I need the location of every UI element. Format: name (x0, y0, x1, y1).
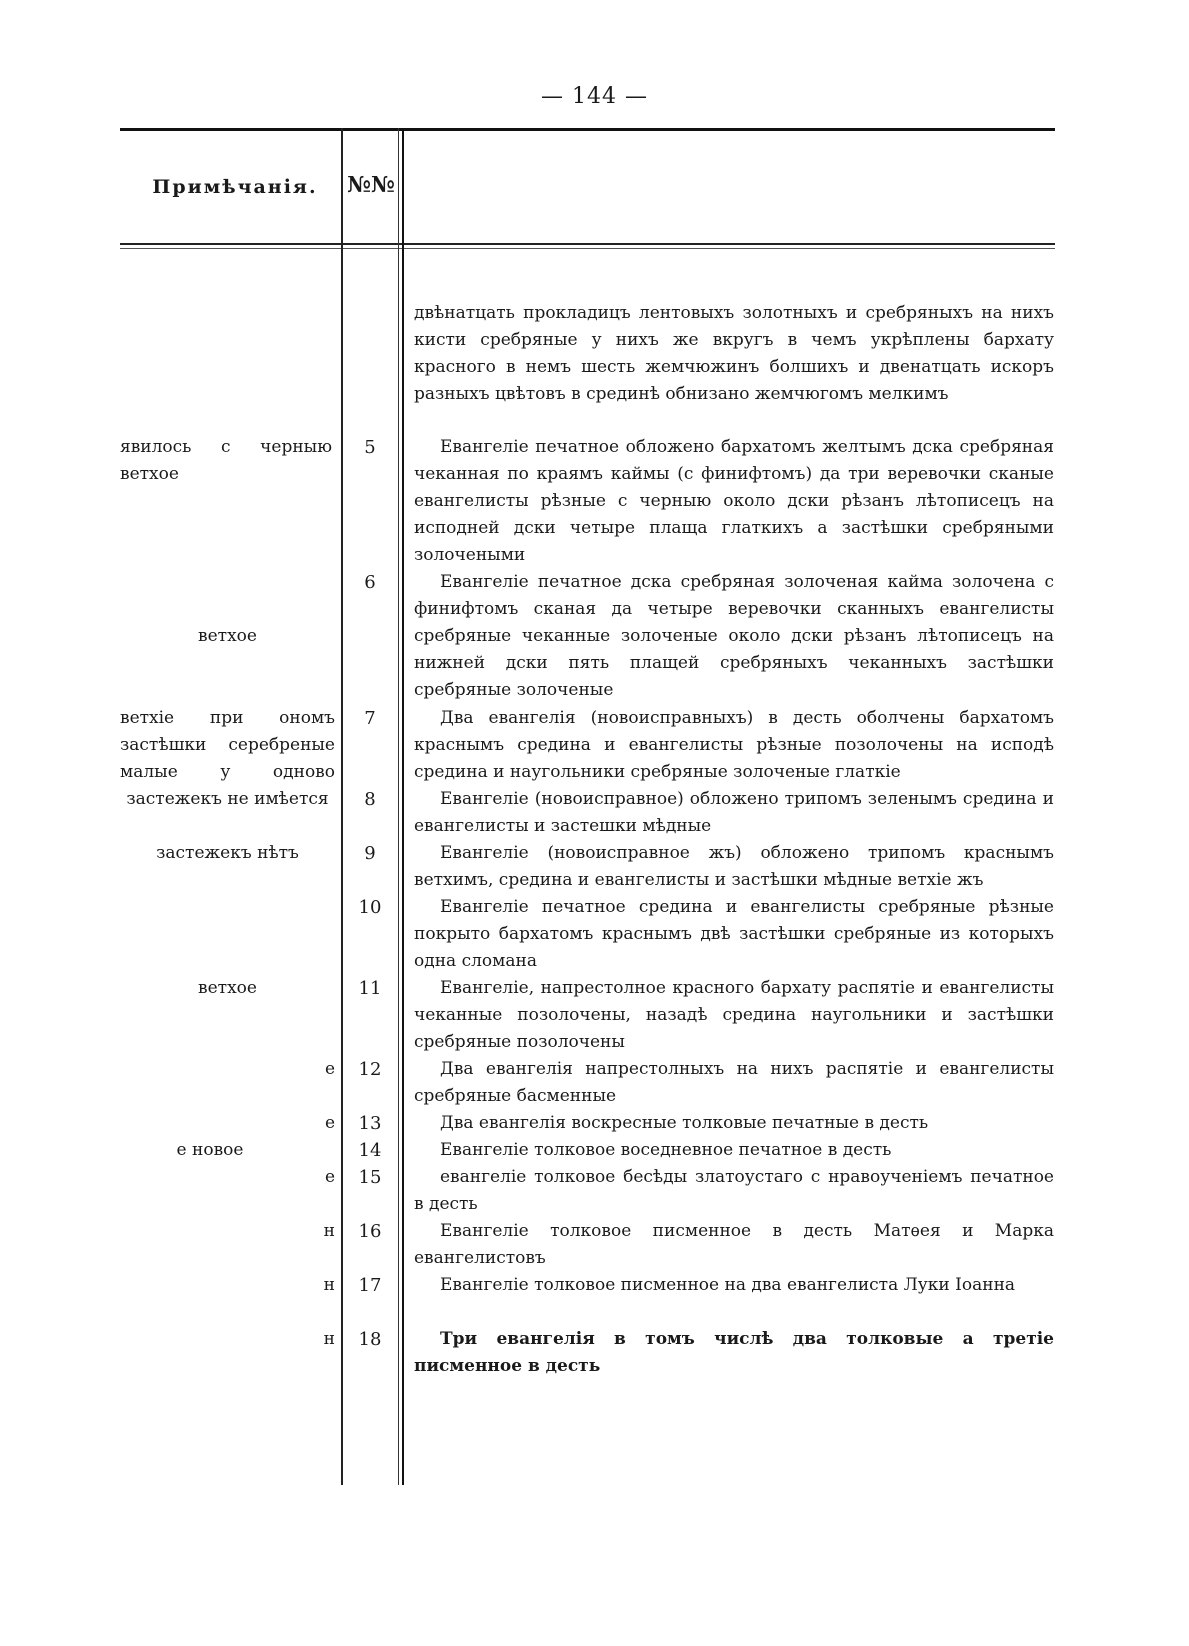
entry-note: е (324, 1167, 335, 1187)
entry-number: 16 (358, 1221, 382, 1242)
entry-note: ветхіе при ономъ застѣшки серебреные малые у одново застежекъ не имѣется (120, 708, 335, 809)
entry-note: е новое (176, 1140, 244, 1160)
entry-note: явилось с черныю ветхое (120, 437, 332, 484)
entry-text: Евангеліе (новоисправное жъ) обложено трипомъ краснымъ ветхимъ, средина и евангелисты и застѣшки мѣдные ветхіе жъ (414, 843, 1054, 890)
entry-text: Евангеліе (новоисправное) обложено трипомъ зеленымъ средина и евангелисты и застешки мѣдные (414, 789, 1054, 836)
entry-text: Евангеліе толковое писменное на два евангелиста Луки Іоанна (440, 1275, 1016, 1295)
entry-number: 8 (364, 789, 376, 810)
column-divider-notes (341, 128, 343, 1485)
entry-number: 10 (358, 897, 382, 918)
entry-note: н (323, 1275, 335, 1295)
column-divider-numbers-double (402, 128, 404, 1485)
entry-number: 15 (358, 1167, 382, 1188)
entry-text: Три евангелія в томъ числѣ два толковые а третіе писменное в десть (414, 1329, 1054, 1376)
entry-note: е (324, 1059, 335, 1079)
entry-note: е (324, 1113, 335, 1133)
page-number: — 144 — (541, 84, 648, 109)
entry-text: Два евангелія (новоисправныхъ) в десть оболчены бархатомъ краснымъ средина и евангелисты рѣзные позолочены на исподѣ средина и наугольники сребряные золоченые глаткіе (414, 708, 1054, 782)
entry-note: ветхое (198, 626, 257, 646)
entry-text: двѣнатцать прокладицъ лентовыхъ золотныхъ и сребряныхъ на нихъ кисти сребряные у нихъ же вкругъ в чемъ укрѣплены бархату красного в немъ шесть жемчюжинъ болшихъ и двенатцать искоръ разныхъ цвѣтовъ в срединѣ обнизано жемчюгомъ мелкимъ (414, 303, 1054, 404)
entry-text: Евангеліе печатное обложено бархатомъ желтымъ дска сребряная чеканная по краямъ каймы (с финифтомъ) да три веревочки сканые евангелисты рѣзные с черныю около дски рѣзанъ лѣтописецъ на исподней дски четыре плаща глаткихъ а застѣшки сребряными золочеными (414, 437, 1054, 565)
header-rule (120, 243, 1055, 245)
entry-number: 7 (364, 708, 376, 729)
entry-text: Евангеліе, напрестолное красного бархату распятіе и евангелисты чеканные позолочены, назадѣ средина наугольники и застѣшки сребряные позолочены (414, 978, 1054, 1052)
entry-note: н (323, 1221, 335, 1241)
entry-text: Евангеліе печатное дска сребряная золоченая кайма золочена с финифтомъ сканая да четыре веревочки сканныхъ евангелисты сребряные чеканные золоченые около дски рѣзанъ лѣтописецъ на нижней дски пять плащей сребряныхъ чеканныхъ застѣшки сребряные золоченые (414, 572, 1054, 700)
entry-note: застежекъ нѣтъ (156, 843, 299, 863)
entry-number: 13 (358, 1113, 382, 1134)
entry-number: 6 (364, 572, 376, 593)
entry-number: 17 (358, 1275, 382, 1296)
entry-number: 12 (358, 1059, 382, 1080)
entry-number: 9 (364, 843, 376, 864)
header-numbers: №№ (347, 172, 395, 198)
entry-text: Два евангелія напрестолныхъ на нихъ распятіе и евангелисты сребряные басменные (414, 1059, 1054, 1106)
entry-number: 11 (358, 978, 382, 999)
top-rule (120, 128, 1055, 131)
header-notes: Примѣчанія. (152, 176, 318, 198)
header-rule-thin (120, 248, 1055, 249)
column-divider-numbers (398, 128, 399, 1485)
entry-text: Евангеліе печатное средина и евангелисты сребряные рѣзные покрыто бархатомъ краснымъ двѣ застѣшки сребряные из которыхъ одна сломана (414, 897, 1054, 971)
entry-text: евангеліе толковое бесѣды златоустаго с нравоученіемъ печатное в десть (414, 1167, 1054, 1214)
entry-number: 5 (364, 437, 376, 458)
entry-text: Евангеліе толковое воседневное печатное в десть (440, 1140, 892, 1160)
entry-note: ветхое (198, 978, 257, 998)
entry-text: Два евангелія воскресные толковые печатные в десть (440, 1113, 929, 1133)
entry-note: н (323, 1329, 335, 1349)
entry-number: 18 (358, 1329, 382, 1350)
entry-text: Евангеліе толковое писменное в десть Матѳея и Марка евангелистовъ (414, 1221, 1054, 1268)
entry-number: 14 (358, 1140, 382, 1161)
